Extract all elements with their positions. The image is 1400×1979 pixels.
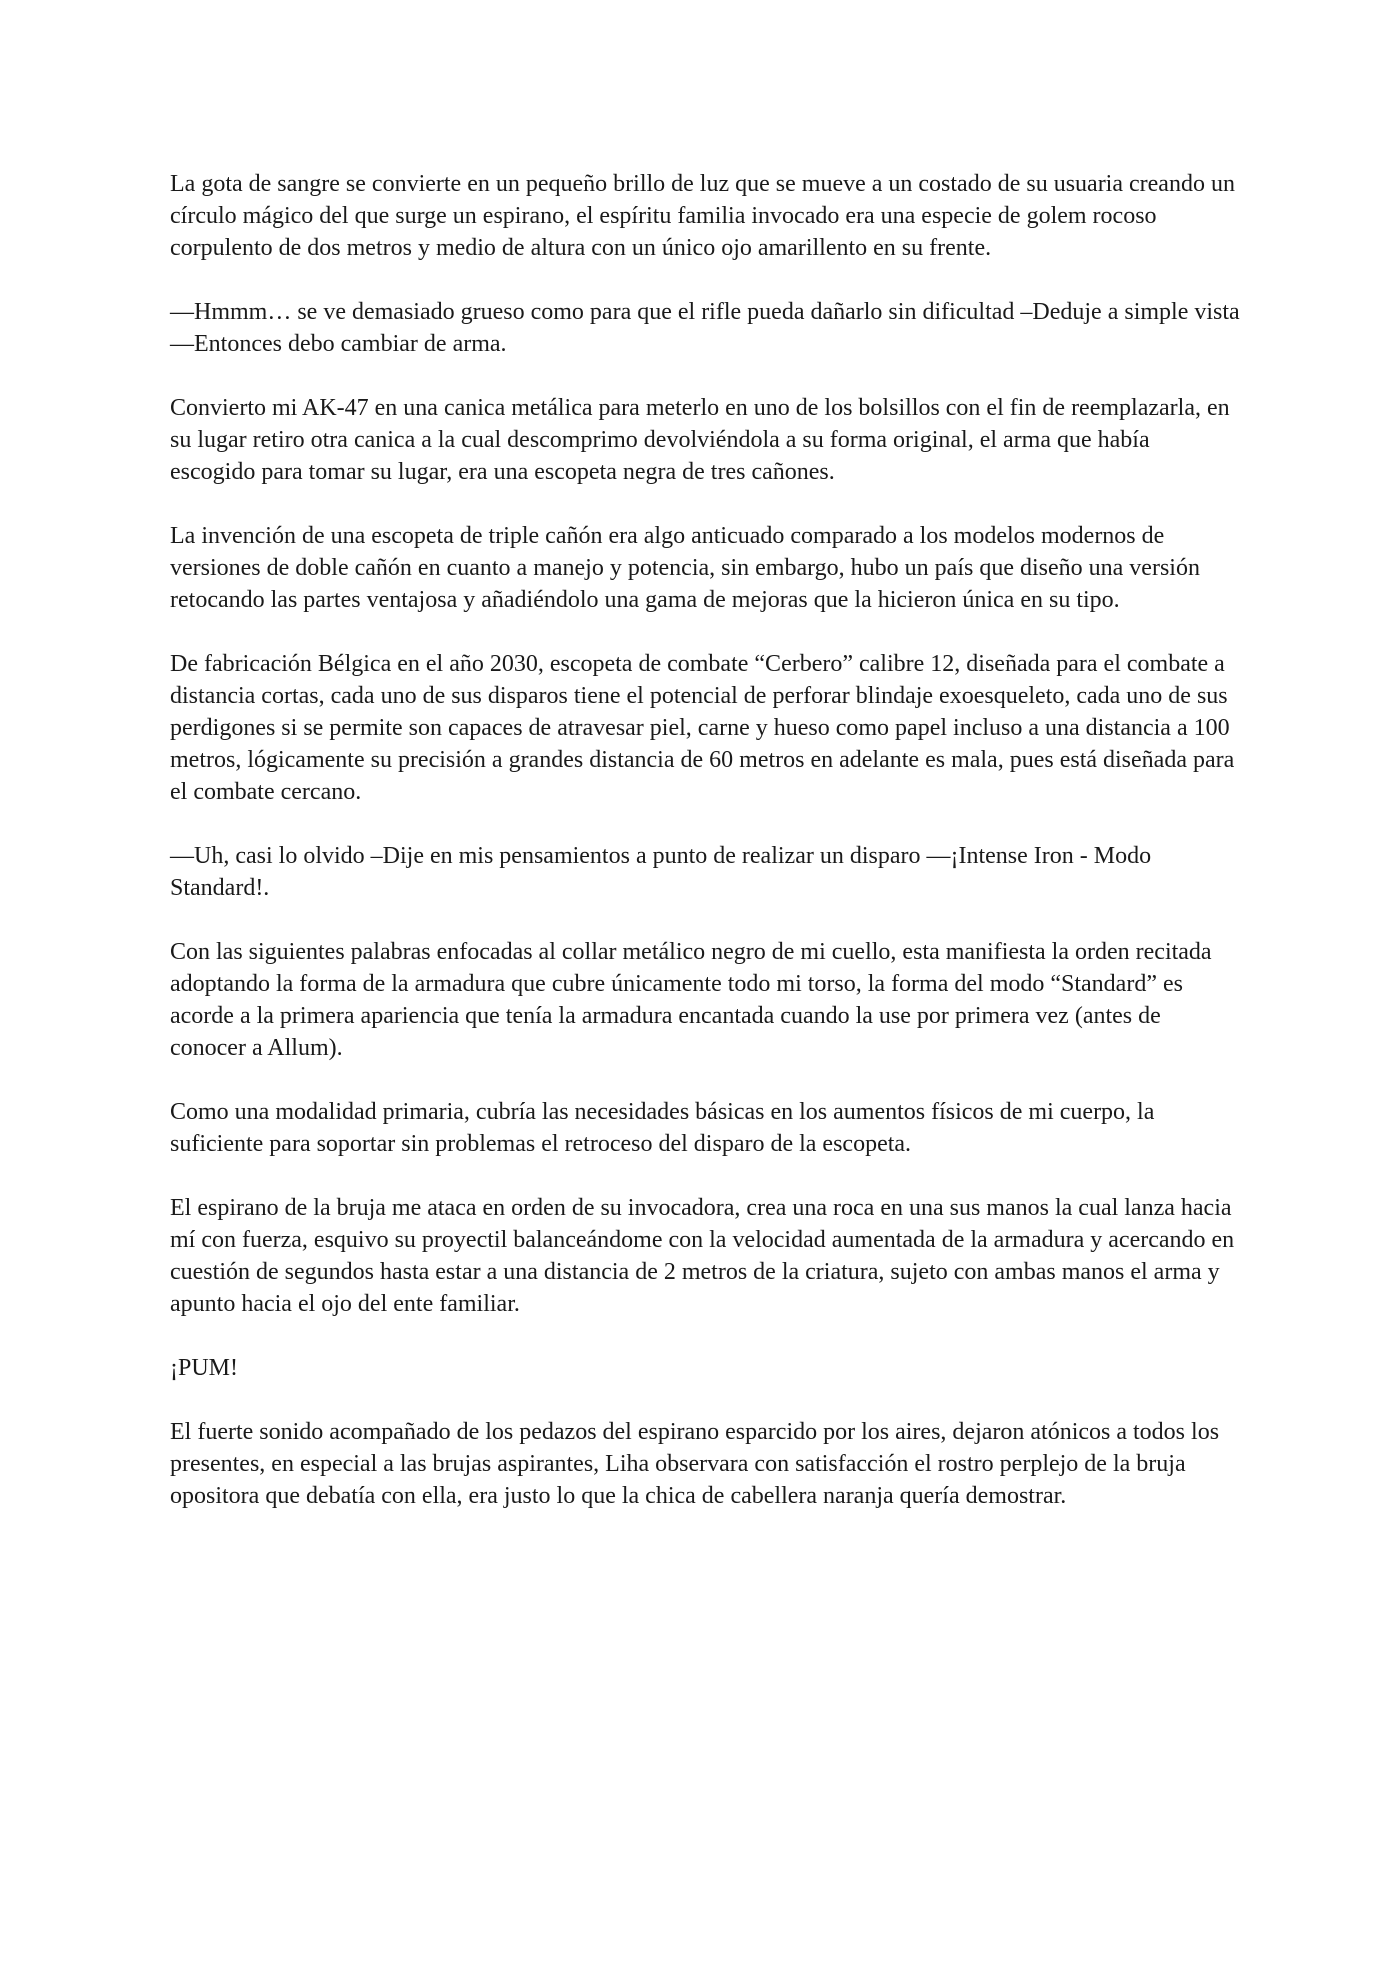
paragraph-4: La invención de una escopeta de triple cañón era algo anticuado comparado a los modelos modernos de versiones de doble cañón en cuanto a manejo y potencia, sin embargo, hubo un país que diseño una versión retocando las partes ventajosa y añadiéndolo una gama de mejoras que la hicieron única en su tipo. (170, 523, 1200, 613)
paragraph-7: Con las siguientes palabras enfocadas al collar metálico negro de mi cuello, esta manifiesta la orden recitada adoptando la forma de la armadura que cubre únicamente todo mi torso, la forma del modo “Standard” es acorde a la primera apariencia que tenía la armadura encantada cuando la use por primera vez (antes de conocer a Allum). (170, 939, 1212, 1061)
paragraph-6: —Uh, casi lo olvido –Dije en mis pensamientos a punto de realizar un disparo —¡Intense Iron - Modo Standard!. (170, 843, 1152, 901)
paragraph-9: El espirano de la bruja me ataca en orden de su invocadora, crea una roca en una sus manos la cual lanza hacia mí con fuerza, esquivo su proyectil balanceándome con la velocidad aumentada de la armadura y acercando en cuestión de segundos hasta estar a una distancia de 2 metros de la criatura, sujeto con ambas manos el arma y apunto hacia el ojo del ente familiar. (170, 1195, 1235, 1317)
paragraph-11: El fuerte sonido acompañado de los pedazos del espirano esparcido por los aires, dejaron atónicos a todos los presentes, en especial a las brujas aspirantes, Liha observara con satisfacción el rostro perplejo de la bruja opositora que debatía con ella, era justo lo que la chica de cabellera naranja quería demostrar. (170, 1419, 1220, 1509)
document-body (170, 168, 1240, 1544)
paragraph-5: De fabricación Bélgica en el año 2030, escopeta de combate “Cerbero” calibre 12, diseñada para el combate a distancia cortas, cada uno de sus disparos tiene el potencial de perforar blindaje exoesqueleto, cada uno de sus perdigones si se permite son capaces de atravesar piel, carne y hueso como papel incluso a una distancia a 100 metros, lógicamente su precisión a grandes distancia de 60 metros en adelante es mala, pues está diseñada para el combate cercano. (170, 651, 1235, 805)
paragraph-2: —Hmmm… se ve demasiado grueso como para que el rifle pueda dañarlo sin dificultad –Deduje a simple vista —Entonces debo cambiar de arma. (170, 299, 1240, 357)
paragraph-3: Convierto mi AK-47 en una canica metálica para meterlo en uno de los bolsillos con el fin de reemplazarla, en su lugar retiro otra canica a la cual descomprimo devolviéndola a su forma original, el arma que había escogido para tomar su lugar, era una escopeta negra de tres cañones. (170, 395, 1230, 485)
paragraph-10: ¡PUM! (170, 1355, 239, 1381)
paragraph-1: La gota de sangre se convierte en un pequeño brillo de luz que se mueve a un costado de su usuaria creando un círculo mágico del que surge un espirano, el espíritu familia invocado era una especie de golem rocoso corpulento de dos metros y medio de altura con un único ojo amarillento en su frente. (170, 171, 1235, 261)
paragraph-8: Como una modalidad primaria, cubría las necesidades básicas en los aumentos físicos de mi cuerpo, la suficiente para soportar sin problemas el retroceso del disparo de la escopeta. (170, 1099, 1155, 1157)
